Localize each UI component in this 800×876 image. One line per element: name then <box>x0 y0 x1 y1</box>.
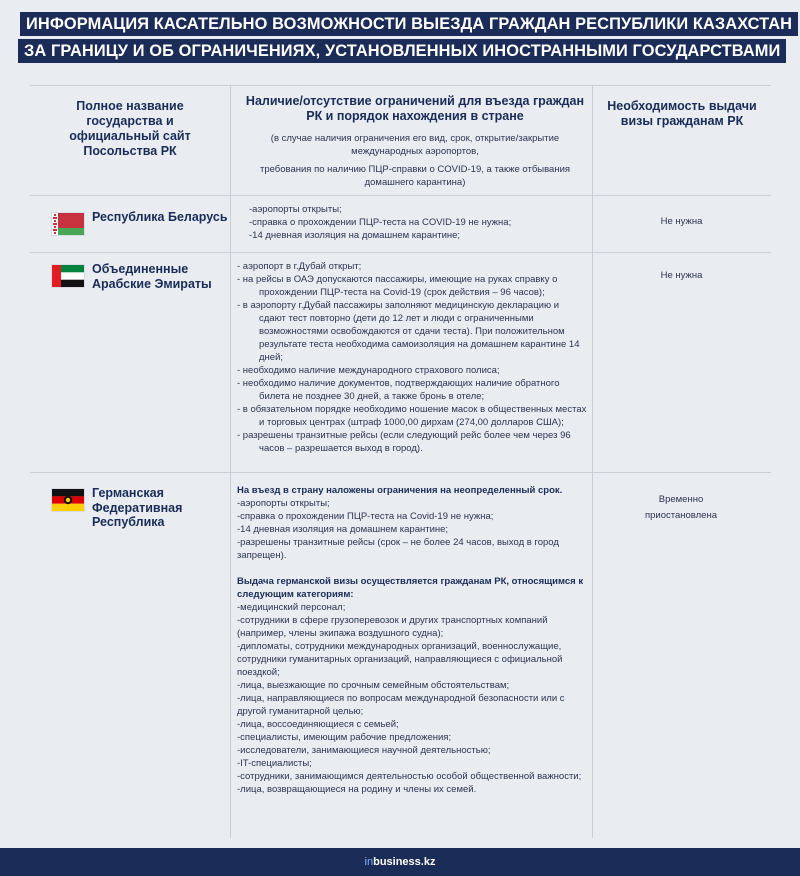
restriction-line: - на рейсы в ОАЭ допускаются пассажиры, имеющие на руках справку о прохождении ПЦР-теста на Covid-19 (срок действия – 96 часов); <box>237 274 558 298</box>
category-line: -лица, возвращающиеся на родину и члены их семей. <box>237 784 477 795</box>
category-line: -медицинский персонал; <box>237 602 346 613</box>
category-line: -IT-специалисты; <box>237 758 312 769</box>
title-line-2: ЗА ГРАНИЦУ И ОБ ОГРАНИЧЕНИЯХ, УСТАНОВЛЕННЫХ ИНОСТРАННЫМИ ГОСУДАРСТВАМИ <box>18 39 786 63</box>
restriction-line: -аэропорты открыты; <box>249 204 342 215</box>
page-title <box>20 12 798 66</box>
restriction-line: - необходимо наличие международного страхового полиса; <box>237 365 500 376</box>
restriction-line: - в обязательном порядке необходимо ношение масок в общественных местах и торговых центрах (штраф 1000,00 дирхам (274,00 долларов США); <box>237 404 587 428</box>
restriction-intro: На въезд в страну наложены ограничения на неопределенный срок. <box>237 485 563 496</box>
uae-flag <box>52 265 84 287</box>
visa-status: Не нужна <box>660 270 703 281</box>
category-line: -исследователи, занимающиеся научной деятельностью; <box>237 745 491 756</box>
header-restrictions: Наличие/отсутствие ограничений для въезда граждан РК и порядок нахождения в стране <box>245 94 585 123</box>
country-name: Германская Федеративная Республика <box>92 486 183 529</box>
restrictions-cell <box>237 260 587 455</box>
category-line: -лица, направляющиеся по вопросам международной безопасности или с другой гуманитарной целью; <box>237 693 565 717</box>
restriction-line: -разрешены транзитные рейсы (срок – не более 24 часов, выход в город запрещен). <box>237 537 559 561</box>
header-note-2: требования по наличию ПЦР-справки о COVID-19, а также отбывания домашнего карантина) <box>259 164 571 188</box>
column-divider <box>592 86 593 838</box>
restriction-line: - разрешены транзитные рейсы (если следующий рейс более чем через 96 часов – разрешается выход в город). <box>237 430 571 454</box>
brand-prefix: in <box>364 856 374 868</box>
restriction-line: -аэропорты открыты; <box>237 498 330 509</box>
category-line: -специалисты, имеющим рабочие предложения; <box>237 732 452 743</box>
category-line: -сотрудники, занимающимся деятельностью особой общественной важности; <box>237 771 582 782</box>
row-divider <box>30 252 771 253</box>
restrictions-table <box>30 85 771 838</box>
category-line: -лица, выезжающие по срочным семейным обстоятельствам; <box>237 680 510 691</box>
header-visa: Необходимость выдачи визы гражданам РК <box>607 99 757 128</box>
germany-flag <box>52 489 84 511</box>
row-divider <box>30 195 771 196</box>
belarus-flag <box>52 213 84 235</box>
footer-brand <box>0 848 800 876</box>
restriction-line: -14 дневная изоляция на домашнем карантине; <box>249 230 461 241</box>
restriction-line: -14 дневная изоляция на домашнем карантине; <box>237 524 449 535</box>
category-line: -сотрудники в сфере грузоперевозок и других транспортных компаний (например, члены экипажа воздушного судна); <box>237 615 548 639</box>
visa-status: Не нужна <box>660 216 703 227</box>
restriction-line: - необходимо наличие документов, подтверждающих наличие обратного билета не позднее 30 дней, а также бронь в отеле; <box>237 378 560 402</box>
visa-status: Временно приостановлена <box>644 494 717 521</box>
restrictions-cell <box>237 203 599 242</box>
row-divider <box>30 472 771 473</box>
restriction-line: - в аэропорту г.Дубай пассажиры заполняют медицинскую декларацию и сдают тест повторно (дети до 12 лет и люди с ограниченными возможностями освобождаются от сдачи теста). При положительном результате теста необходима самоизоляция на домашнем карантине 14 дней; <box>237 300 580 363</box>
visa-categories-intro: Выдача германской визы осуществляется гражданам РК, относящимся к следующим категориям: <box>237 576 584 600</box>
country-name: Республика Беларусь <box>92 210 228 224</box>
column-divider <box>230 86 231 838</box>
category-line: -лица, воссоединяющиеся с семьей; <box>237 719 399 730</box>
title-line-1: ИНФОРМАЦИЯ КАСАТЕЛЬНО ВОЗМОЖНОСТИ ВЫЕЗДА ГРАЖДАН РЕСПУБЛИКИ КАЗАХСТАН <box>20 12 798 36</box>
category-line: -дипломаты, сотрудники международных организаций, военнослужащие, сотрудники гуманитарных организаций, направляющиеся с официальной поездкой; <box>237 641 563 678</box>
header-country: Полное название государства и официальный сайт Посольства РК <box>69 99 191 158</box>
country-name: Объединенные Арабские Эмираты <box>92 262 212 291</box>
restriction-line: -справка о прохождении ПЦР-теста на COVID-19 не нужна; <box>249 217 512 228</box>
restriction-line: - аэропорт в г.Дубай открыт; <box>237 261 362 272</box>
restrictions-cell <box>237 484 587 796</box>
brand-name: business.kz <box>373 856 436 868</box>
header-note-1: (в случае наличия ограничения его вид, срок, открытие/закрытие международных аэропортов, <box>270 133 560 157</box>
restriction-line: -справка о прохождении ПЦР-теста на Covid-19 не нужна; <box>237 511 494 522</box>
